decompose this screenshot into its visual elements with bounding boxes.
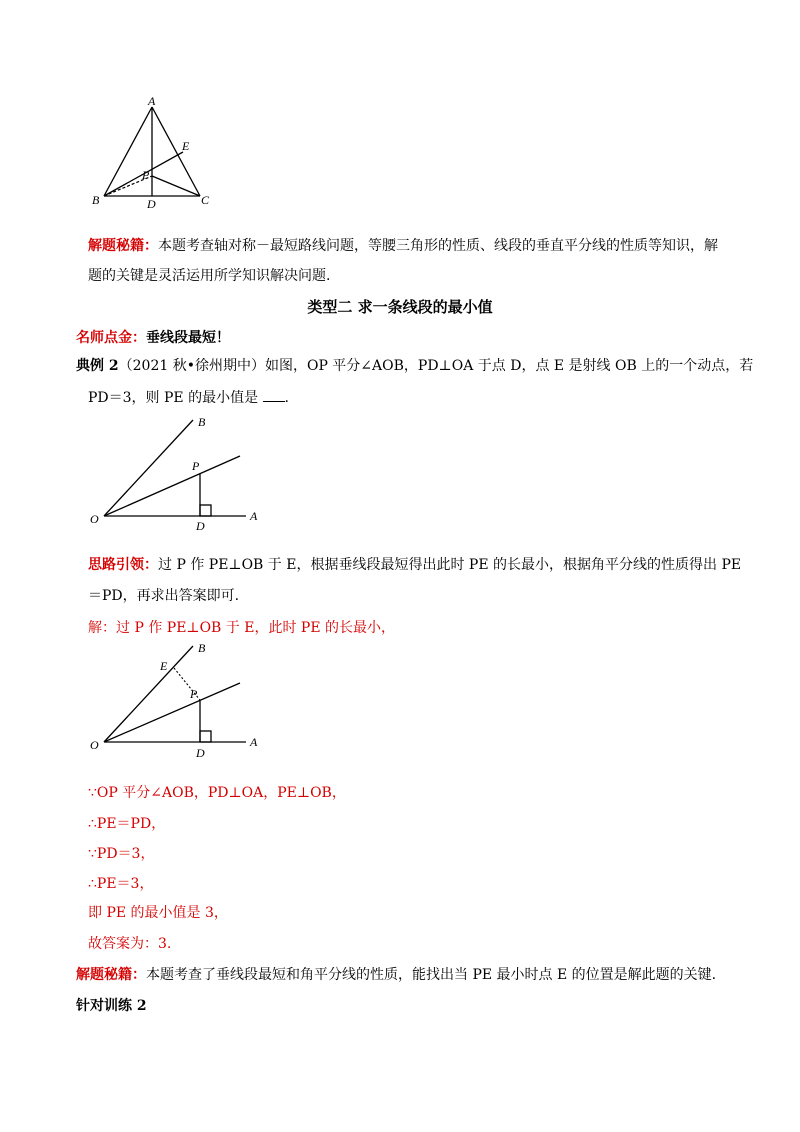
solution-step-2: ∴PE＝PD， [88, 816, 166, 832]
label-D: D [147, 197, 156, 211]
solution-figure [86, 636, 276, 764]
hint-label: 思路引领： [88, 557, 158, 573]
fig3-label-B: B [198, 641, 206, 655]
label-A: A [148, 94, 156, 108]
summary-1-label: 解题秘籍： [88, 238, 158, 254]
solution-step-4: ∴PE＝3， [88, 876, 154, 892]
fig3-label-O: O [90, 738, 99, 752]
triangle-figure [88, 92, 218, 214]
example-text-2: PD＝3，则 PE 的最小值是 [88, 390, 259, 406]
label-C: C [201, 193, 210, 207]
hint-text: 过 P 作 PE⊥OB 于 E，根据垂线段最短得出此时 PE 的长最小，根据角平分线的性质得出 PE [158, 557, 742, 573]
fig3-label-E: E [160, 659, 168, 673]
fig3-label-D: D [196, 746, 205, 760]
tip-label: 名师点金： [76, 330, 146, 346]
angle-figure [86, 412, 276, 540]
example-line1 [76, 356, 753, 376]
fig2-label-O: O [90, 512, 99, 526]
tip [76, 328, 230, 348]
tip-text: 垂线段最短！ [146, 330, 230, 346]
solution-step-5: 即 PE 的最小值是 3， [88, 905, 228, 921]
summary-2 [76, 965, 716, 985]
solution-step-6: 故答案为：3. [88, 936, 172, 952]
summary-2-label: 解题秘籍： [76, 967, 146, 983]
summary-2-text: 本题考查了垂线段最短和角平分线的性质，能找出当 PE 最小时点 E 的位置是解此题的关键. [146, 967, 717, 983]
practice-heading: 针对训练 2 [76, 998, 147, 1014]
example-text: （2021 秋•徐州期中）如图，OP 平分∠AOB，PD⊥OA 于点 D，点 E 是射线 OB 上的一个动点，若 [118, 358, 754, 374]
hint-line1 [88, 555, 741, 575]
label-P: P [142, 168, 150, 182]
example-line2 [88, 387, 289, 408]
section-title: 类型二 求一条线段的最小值 [307, 298, 493, 316]
fig3-label-A: A [250, 735, 258, 749]
fig3-label-P: P [190, 687, 198, 701]
fig2-label-B: B [198, 415, 206, 429]
example-end: . [284, 390, 289, 406]
summary-1-line1: 本题考查轴对称－最短路线问题，等腰三角形的性质、线段的垂直平分线的性质等知识，解 [158, 238, 718, 254]
solution-step-3: ∵PD＝3， [88, 846, 155, 862]
solution-intro: 解：过 P 作 PE⊥OB 于 E，此时 PE 的长最小， [88, 620, 396, 636]
fig2-label-P: P [192, 459, 200, 473]
solution-step-1: ∵OP 平分∠AOB，PD⊥OA，PE⊥OB， [88, 785, 346, 801]
label-E: E [182, 139, 190, 153]
label-B: B [92, 193, 100, 207]
answer-blank [263, 387, 285, 402]
fig2-label-A: A [250, 509, 258, 523]
example-label: 典例 2 [76, 358, 119, 374]
summary-1-cont: 题的关键是灵活运用所学知识解决问题. [88, 268, 331, 284]
hint-line2: ＝PD，再求出答案即可. [88, 588, 240, 604]
summary-1 [88, 236, 718, 256]
fig2-label-D: D [196, 519, 205, 533]
